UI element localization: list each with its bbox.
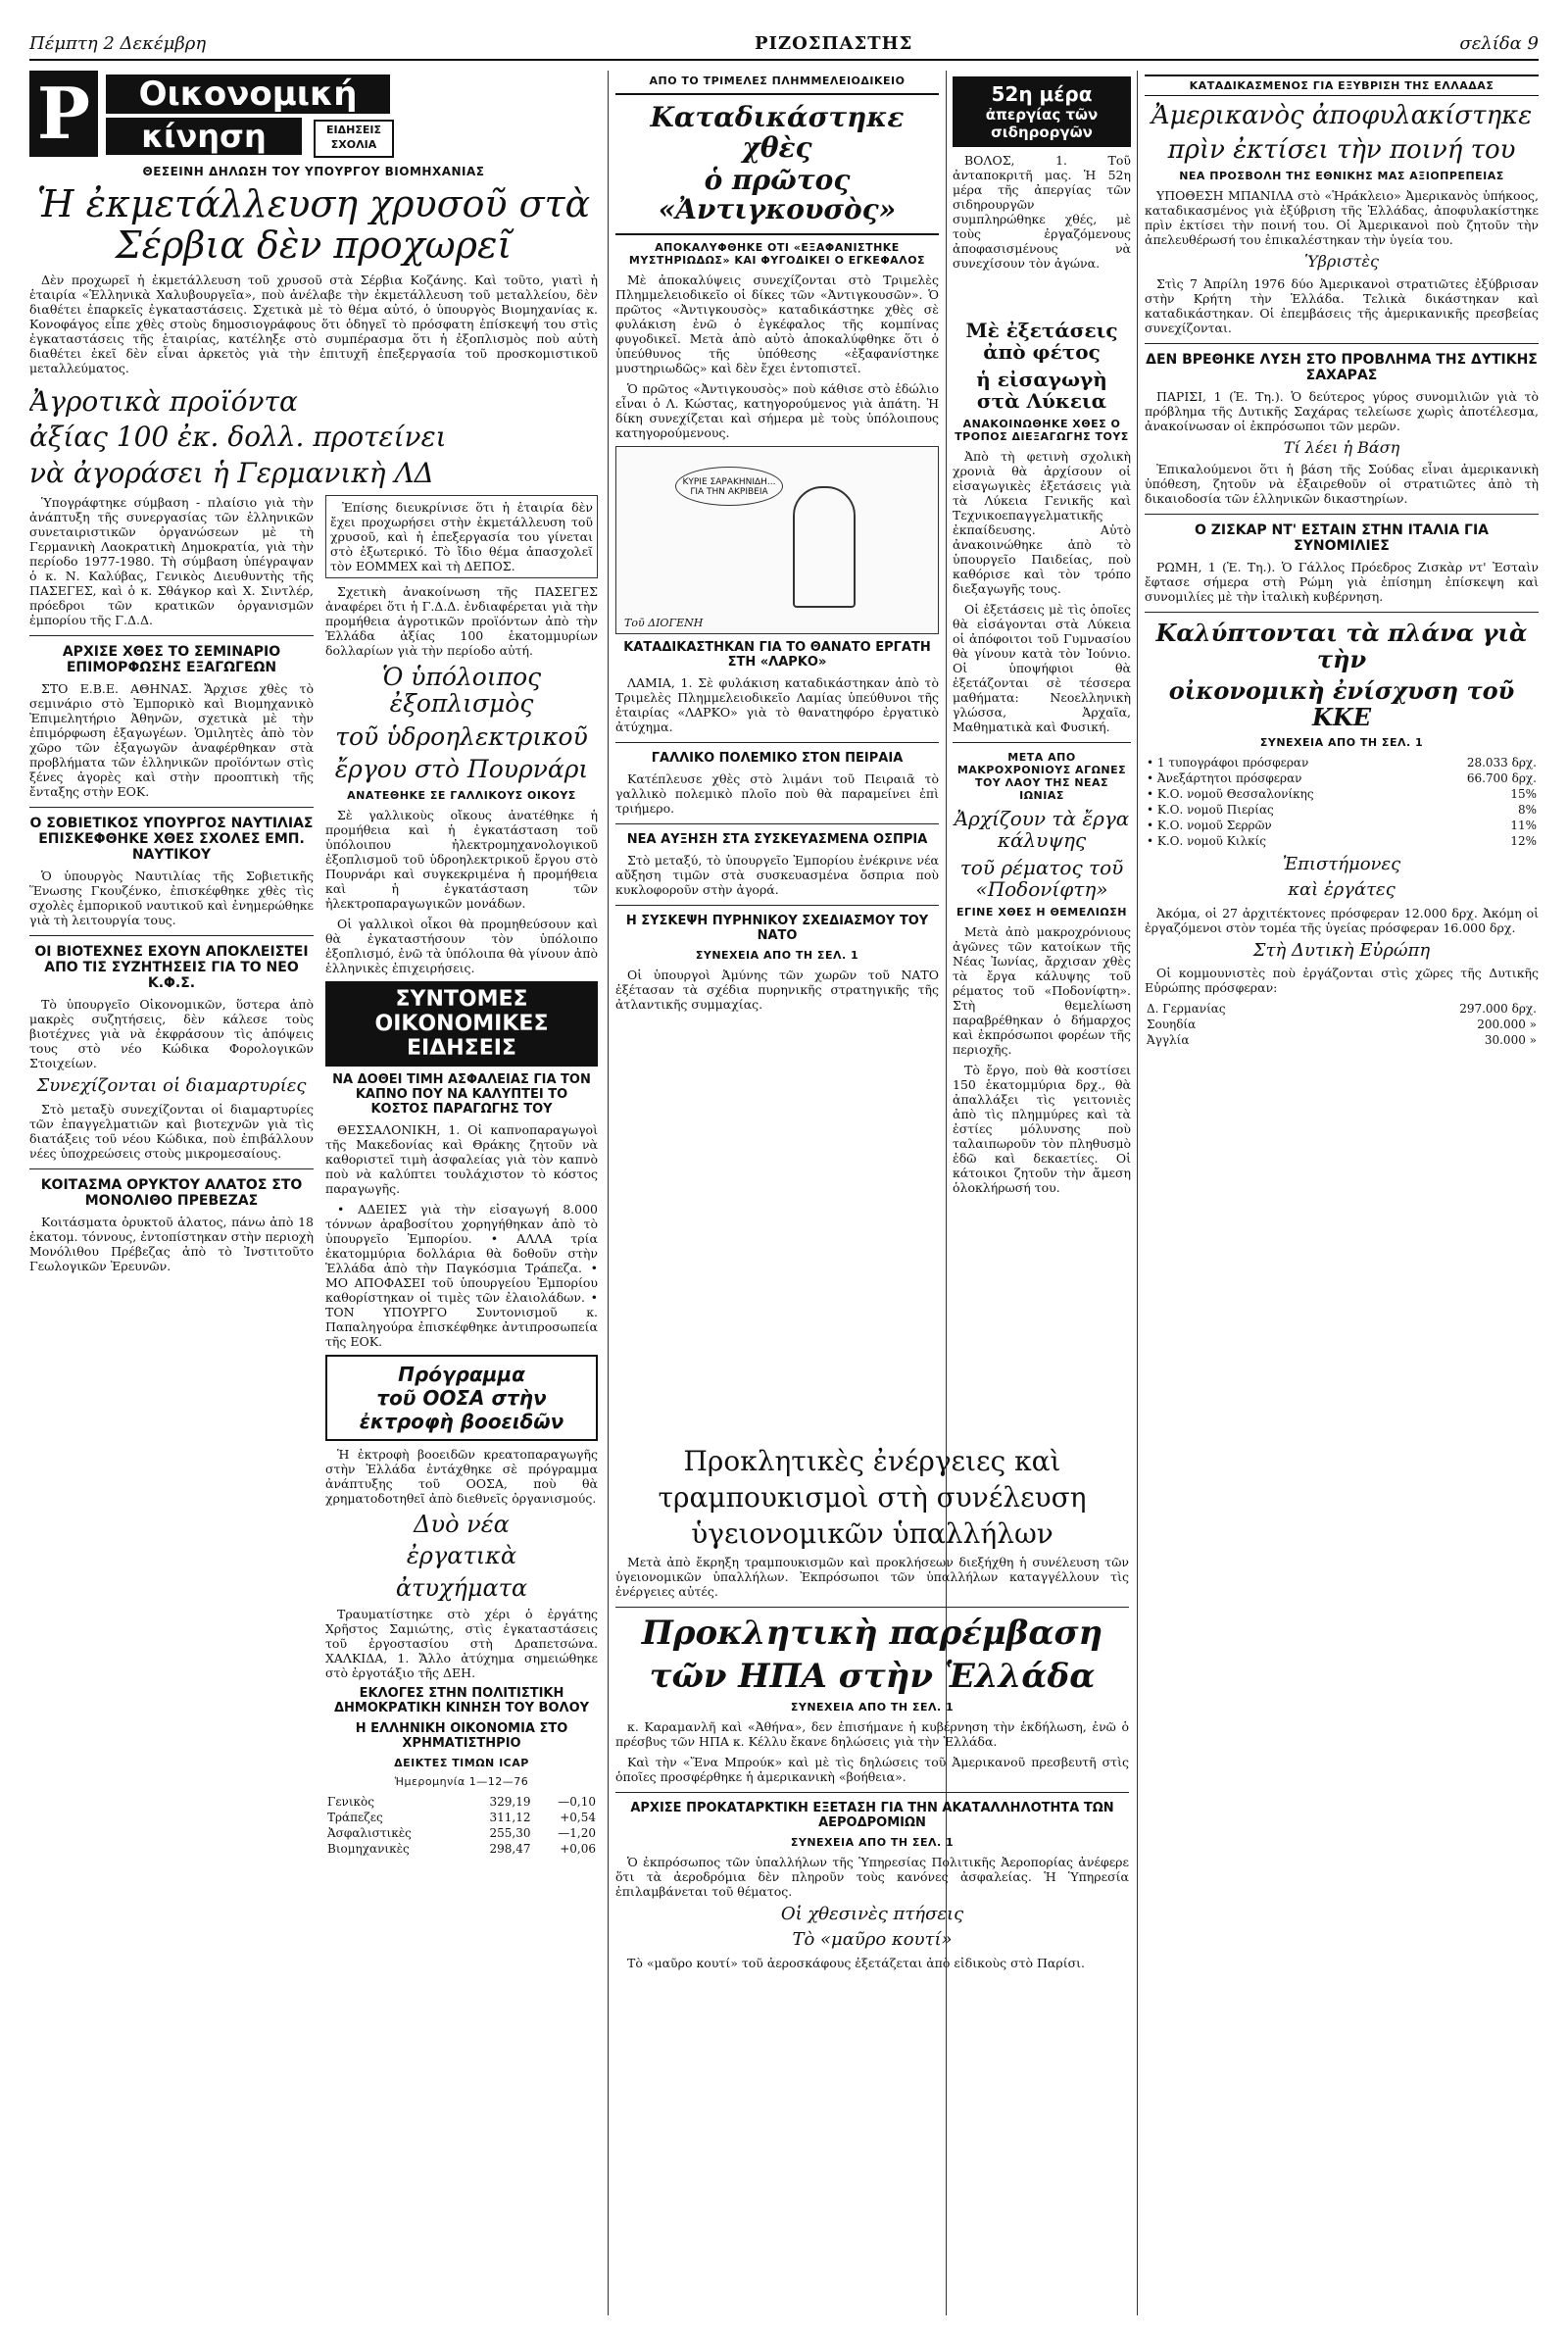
sahara-headline: ΔΕΝ ΒΡΕΘΗΚΕ ΛΥΣΗ ΣΤΟ ΠΡΟΒΛΗΜΑ ΤΗΣ ΔΥΤΙΚΗΣ ΣΑΧΑΡΑΣ — [1146, 351, 1538, 383]
table-cell: Δ. Γερμανίας — [1147, 1002, 1226, 1017]
gold-followup: Ἐπίσης διευκρίνισε ὅτι ἡ ἑταιρία δὲν ἔχει προχωρήσει στὴν ἐκμετάλλευση τοῦ χρυσοῦ, καὶ ἡ ἐπεξεργασία του γίνεται στὸ ἐξωτερικό. Τὸ ἴδιο θέμα ἀπασχολεῖ τὸν ΕΟΜΜΕΧ καὶ τὴ ΔΕΠΟΣ. — [325, 495, 598, 578]
sahara-body: ΠΑΡΙΣΙ, 1 (Ἑ. Τη.). Ὁ δεύτερος γύρος συνομιλιῶν γιὰ τὸ πρόβλημα τῆς Δυτικῆς Σαχάρας τελείωσε χωρὶς ἀποτέλεσμα, ἀνακοίνωσαν οἱ ἐκπρόσωποι τῶν μερῶν. — [1145, 388, 1539, 433]
exams-body: Ἀπὸ τὴ φετινὴ σχολικὴ χρονιὰ θὰ ἀρχίσουν οἱ εἰσαγωγικὲς ἐξετάσεις γιὰ τὰ Λύκεια Γενικῆς καὶ Τεχνικοεπαγγελματικῆς ἐκπαίδευσης. Αὐτὸ ἀνακοινώθηκε ἀπὸ τὸ ὑπουργεῖο Παιδείας, ποὺ καθόρισε καὶ τὸν τρόπο διεξαγωγῆς τους. — [953, 449, 1131, 596]
table-cell: 28.033 δρχ. — [1466, 755, 1537, 770]
bourse-date: Ἡμερομηνία 1—12—76 — [394, 1775, 529, 1789]
nato-headline: Η ΣΥΣΚΕΨΗ ΠΥΡΗΝΙΚΟΥ ΣΧΕΔΙΑΣΜΟΥ ΤΟΥ ΝΑΤΟ — [625, 914, 929, 944]
table-cell: • 1 τυπογράφοι πρόσφεραν — [1147, 755, 1309, 770]
logo-tag — [314, 120, 394, 158]
black-box-body: Τὸ «μαῦρο κουτί» τοῦ ἀεροσκάφους ἐξετάζεται ἀπὸ εἰδικοὺς στὸ Παρίσι. — [627, 1955, 1086, 1970]
strike-headline-box — [953, 76, 1131, 147]
table-cell: • Κ.Ο. νομοῦ Πιερίας — [1147, 802, 1274, 817]
strike-body: ΒΟΛΟΣ, 1. Τοῦ ἀνταποκριτῆ μας. Ἡ 52η μέρα τῆς ἀπεργίας τῶν σιδηρουργῶν συμπληρώθηκε χθές, μὲ τοὺς ἐργαζόμενους ἀποφασισμένους νὰ συνεχίσουν τὸν ἀγώνα. — [953, 153, 1131, 271]
strike-headline-2: ἀπεργίας τῶν — [985, 106, 1099, 124]
oosa-headline — [325, 1355, 598, 1441]
salt-headline: ΚΟΙΤΑΣΜΑ ΟΡΥΚΤΟΥ ΑΛΑΤΟΣ ΣΤΟ ΜΟΝΟΛΙΘΟ ΠΡΕΒΕΖΑΣ — [40, 1176, 303, 1209]
table-row — [325, 1810, 598, 1825]
table-cell: 12% — [1510, 833, 1537, 848]
brief-news-banner — [325, 981, 598, 1067]
agro-headline-3: νὰ ἀγοράσει ἡ Γερμανικὴ ΛΔ — [29, 457, 434, 490]
column-rule — [608, 71, 609, 2315]
provocation-body: Μετὰ ἀπὸ ἔκρηξη τραμπουκισμῶν καὶ προκλήσεων διεξήχθη ἡ συνέλευση τῶν ὑγειονομικῶν ὑπαλλήλων. Ἐκπρόσωποι τῶν ὑπαλλήλων καταγγέλλουν τὶς ἐνέργειες αὐτές. — [615, 1555, 1129, 1600]
irrigation-headline-2: τοῦ ὑδροηλεκτρικοῦ — [335, 721, 588, 751]
french-ship-body: Κατέπλευσε χθὲς στὸ λιμάνι τοῦ Πειραιᾶ τὸ γαλλικὸ πολεμικὸ πλοῖο ποὺ θὰ παραμείνει ἐπὶ τριήμερο. — [615, 771, 939, 817]
continue-headline: Συνεχίζονται οἱ διαμαρτυρίες — [36, 1074, 307, 1096]
cartoon-figure — [793, 486, 856, 608]
irrigation-body: Σὲ γαλλικοὺς οἴκους ἀνατέθηκε ἡ προμήθεια καὶ ἡ ἐγκατάσταση τοῦ ὑπόλοιπου ἠλεκτρομηχανολογικοῦ ἐξοπλισμοῦ τοῦ ὑδροηλεκτρικοῦ ἔργου στὸ Πουρνάρι καὶ συγκεκριμένα ἡ προμήθεια καὶ ἡ ἐγκατάσταση τῶν ἠλεκτροπαραγωγικῶν μονάδων. — [325, 807, 598, 911]
table-cell: 297.000 δρχ. — [1459, 1002, 1537, 1017]
exams-block — [953, 314, 1131, 1201]
pulses-headline: ΝΕΑ ΑΥΞΗΣΗ ΣΤΑ ΣΥΣΚΕΥΑΣΜΕΝΑ ΟΣΠΡΙΑ — [626, 832, 928, 848]
issue-date: Πέμπτη 2 Δεκέμβρη — [29, 33, 207, 54]
accidents-headline-3: ἀτυχήματα — [395, 1573, 528, 1602]
table-cell: 311,12 — [489, 1811, 531, 1825]
table-cell: • Κ.Ο. νομοῦ Κιλκίς — [1147, 833, 1266, 848]
nato-continued: ΣΥΝΕΧΕΙΑ ΑΠΟ ΤΗ ΣΕΛ. 1 — [695, 949, 859, 963]
american-headline-2: πρὶν ἐκτίσει τὴν ποινή του — [1167, 134, 1516, 165]
workers-body: Ἀκόμα, οἱ 27 ἀρχιτέκτονες πρόσφεραν 12.000 δρχ. Ἀκόμη οἱ ἐργαζόμενοι στὸν τομέα τῆς ὑγείας πρόσφεραν 16.000 δρχ. — [1145, 905, 1539, 935]
exams-headline-2: ἡ εἰσαγωγὴ στὰ Λύκεια — [976, 368, 1107, 413]
kke-headline-1: Καλύπτονται τὰ πλάνα γιὰ τὴν — [1155, 619, 1528, 673]
court-body-2: Ὁ πρῶτος «Ἀντιγκουσὸς» ποὺ κάθισε στὸ ἑδώλιο εἶναι ὁ Λ. Κώστας, κατηγορούμενος γιὰ ἀπάτη. Ἡ δίκη συνεχίζεται καὶ σήμερα μὲ τοὺς ὑπόλοιπους κατηγορούμενους. — [615, 381, 939, 441]
irrigation-headline-1: Ὁ ὑπόλοιπος ἐξοπλισμὸς — [381, 662, 542, 719]
bourse-table — [325, 1794, 598, 1857]
flood-headline-2: τοῦ ρέματος τοῦ «Ποδονίφτη» — [959, 856, 1124, 901]
table-cell: 298,47 — [489, 1842, 531, 1857]
oosa-line-3: ἐκτροφὴ βοοειδῶν — [359, 1409, 564, 1433]
court-subhead: ΑΠΟΚΑΛΥΦΘΗΚΕ ΟΤΙ «ΕΞΑΦΑΝΙΣΤΗΚΕ ΜΥΣΤΗΡΙΩΔΩΣ» ΚΑΙ ΦΥΓΟΔΙΚΕΙ Ο ΕΓΚΕΦΑΛΟΣ — [628, 241, 926, 268]
agro-body: Ὑπογράφτηκε σύμβαση - πλαίσιο γιὰ τὴν ἀνάπτυξη τῆς συνεργασίας τῶν ἑλληνικῶν συνεταιριστικῶν ὀργανώσεων μὲ τὴ Γερμανικὴ Λαοκρατικὴ Δημοκρατία, γιὰ τὴν περίοδο 1977-1980. Τὴ σύμβαση ὑπέγραψαν ὁ κ. Ν. Καλύβας, Γενικὸς Διευθυντὴς τῆς ΠΑΣΕΓΕΣ, καὶ ὁ κ. Σθάγκορ καὶ Χ. Σιντλέρ, πρόεδροι τῶν κρατικῶν ὀργανισμῶν ἐμπορίου τῆς Γ.Δ.Δ. — [29, 494, 314, 627]
larko-body: ΛΑΜΙΑ, 1. Σὲ φυλάκιση καταδικάστηκαν ἀπὸ τὸ Τριμελὲς Πλημμελειοδικεῖο Λαμίας ὑπεύθυνοι τῆς ἑταιρίας «ΛΑΡΚΟ» γιὰ τὸ θανατηφόρο ἐργατικὸ ἀτύχημα. — [615, 675, 939, 735]
volos-elections-headline: ΕΚΛΟΓΕΣ ΣΤΗΝ ΠΟΛΙΤΙΣΤΙΚΗ ΔΗΜΟΚΡΑΤΙΚΗ ΚΙΝΗΣΗ ΤΟΥ ΒΟΛΟΥ — [333, 1686, 590, 1716]
spanning-block — [615, 1441, 1129, 1976]
tobacco-headline: ΝΑ ΔΟΘΕΙ ΤΙΜΗ ΑΣΦΑΛΕΙΑΣ ΓΙΑ ΤΟΝ ΚΑΠΝΟ ΠΟΥ ΝΑ ΚΑΛΥΠΤΕΙ ΤΟ ΚΟΣΤΟΣ ΠΑΡΑΓΩΓΗΣ ΤΟΥ — [332, 1071, 591, 1117]
table-cell: • Ἀνεξάρτητοι πρόσφεραν — [1147, 770, 1302, 785]
cartoon-credit: Τοῦ ΔΙΟΓΕΝΗ — [624, 617, 704, 630]
table-cell: 30.000 » — [1484, 1033, 1537, 1048]
flood-kicker: ΜΕΤΑ ΑΠΟ ΜΑΚΡΟΧΡΟΝΙΟΥΣ ΑΓΩΝΕΣ ΤΟΥ ΛΑΟΥ ΤΗΣ ΝΕΑΣ ΙΩΝΙΑΣ — [956, 751, 1127, 802]
usa-body: κ. Καραμανλῆ καὶ «Ἀθήνα», δεν ἐπισήμανε ἡ κυβέρνηση τὴν ἐκδήλωση, ἐνῶ ὁ πρέσβυς τῶν ΗΠΑ κ. Κέλλυ ἔκανε δηλώσεις γιὰ τὴν Ἑλλάδα. — [615, 1719, 1129, 1750]
bourse-headline: Η ΕΛΛΗΝΙΚΗ ΟΙΚΟΝΟΜΙΑ ΣΤΟ ΧΡΗΜΑΤΙΣΤΗΡΙΟ — [355, 1721, 568, 1752]
table-cell: Βιομηχανικὲς — [327, 1842, 410, 1857]
insulters-body: Στὶς 7 Ἀπρίλη 1976 δύο Ἀμερικανοὶ στρατιῶτες ἐξύβρισαν στὴν Κρήτη τὴν Ἑλλάδα. Τελικὰ δικάστηκαν καὶ καταδικάστηκαν. Οἱ ἐπεμβάσεις τῆς ἀμερικανικῆς πρεσβείας συνεχίζονται. — [1145, 275, 1539, 335]
irrigation-kicker: ΑΝΑΤΕΘΗΚΕ ΣΕ ΓΑΛΛΙΚΟΥΣ ΟΙΚΟΥΣ — [347, 788, 576, 802]
table-cell: +0,54 — [560, 1811, 596, 1825]
provocation-headline-2: τραμπουκισμοὶ στὴ συνέλευση — [658, 1480, 1087, 1514]
table-row — [325, 1825, 598, 1841]
table-cell: —0,10 — [558, 1795, 596, 1810]
table-cell: Τράπεζες — [327, 1811, 383, 1825]
seminar-body: ΣΤΟ Ε.Β.Ε. ΑΘΗΝΑΣ. Ἄρχισε χθὲς τὸ σεμινάριο στὸ Ἐμπορικὸ καὶ Βιομηχανικὸ Ἐπιμελητήριο Ἀθηνῶν, σχετικὰ μὲ τὴν ἐπιμόρφωση ἐξαγωγέων. Ὁμιλητὲς ἀπὸ τὸν χῶρο τῶν ἐξαγωγῶν ἀναφέρθηκαν στὰ προβλήματα τῶν ἑλληνικῶν προϊόντων στὶς ξένες ἀγορὲς καὶ στὴν προοπτικὴ τῆς ἔνταξης στὴν ΕΟΚ. — [29, 680, 314, 799]
brief-banner-line-2: ΟΙΚΟΝΟΜΙΚΕΣ — [374, 1011, 549, 1036]
masthead — [29, 31, 1539, 61]
logo-word-movement: κίνηση — [106, 118, 302, 155]
right-subcolumn — [325, 381, 598, 423]
section-logo — [29, 71, 598, 159]
logo-tag-comments: ΣΧΟΛΙΑ — [330, 138, 377, 151]
continue-body: Στὸ μεταξὺ συνεχίζονται οἱ διαμαρτυρίες τῶν ἐπαγγελματιῶν καὶ βιοτεχνῶν γιὰ τὶς διατάξεις τοῦ νέου Κώδικα, ποὺ ἐπιβάλλουν νέες ὑποχρεώσεις στοὺς μικρομεσαίους. — [29, 1101, 314, 1161]
base-body: Ἐπικαλούμενοι ὅτι ἡ βάση τῆς Σούδας εἶναι ἀμερικανικὴ ὑπόθεση, ζητοῦν νὰ ἐξαιρεθοῦν οἱ στρατιῶτες ἀπὸ τὴ δικαιοδοσία τῶν ἑλληνικῶν δικαστηρίων. — [1145, 462, 1539, 507]
industry-body: Τὸ ὑπουργεῖο Οἰκονομικῶν, ὕστερα ἀπὸ μακρὲς συζητήσεις, δὲν κάλεσε τοὺς βιοτέχνες γιὰ νὰ ἐκφράσουν τὶς ἀπόψεις τους στὸ νέο Κώδικα Φορολογικῶν Στοιχείων. — [29, 996, 314, 1070]
provocation-headline-3: ὑγειονομικῶν ὑπαλλήλων — [691, 1516, 1054, 1550]
table-cell: 255,30 — [489, 1826, 531, 1841]
oosa-body: Ἡ ἐκτροφὴ βοοειδῶν κρεατοπαραγωγῆς στὴν Ἑλλάδα ἐντάχθηκε σὲ πρόγραμμα ἀνάπτυξης τοῦ ΟΟΣΑ, ποὺ θὰ χρηματοδοτηθεῖ ἀπὸ διεθνεῖς ὀργανισμούς. — [325, 1446, 598, 1506]
seminar-headline: ΑΡΧΙΣΕ ΧΘΕΣ ΤΟ ΣΕΜΙΝΑΡΙΟ ΕΠΙΜΟΡΦΩΣΗΣ ΕΞΑΓΩΓΕΩΝ — [62, 643, 281, 675]
cartoon-speech-bubble: ΚΥΡΙΕ ΣΑΡΑΚΗΝΙΔΗ... ΓΙΑ ΤΗΝ ΑΚΡΙΒΕΙΑ — [675, 467, 783, 506]
agro-right — [325, 495, 598, 1857]
table-row — [325, 1794, 598, 1810]
brief-banner-line-1: ΣΥΝΤΟΜΕΣ — [395, 986, 528, 1012]
industry-headline: ΟΙ ΒΙΟΤΕΧΝΕΣ ΕΧΟΥΝ ΑΠΟΚΛΕΙΣΤΕΙ ΑΠΟ ΤΙΣ ΣΥΖΗΤΗΣΕΙΣ ΓΙΑ ΤΟ ΝΕΟ Κ.Φ.Σ. — [34, 943, 309, 991]
agro-headline-2: ἀξίας 100 ἐκ. δολλ. προτείνει — [29, 421, 447, 454]
table-cell: 329,19 — [489, 1795, 531, 1810]
agro-headline-1: Ἀγροτικὰ προϊόντα — [29, 384, 298, 418]
table-row — [325, 1841, 598, 1857]
nato-body: Οἱ ὑπουργοὶ Ἀμύνης τῶν χωρῶν τοῦ ΝΑΤΟ ἐξέτασαν τὰ σχέδια πυρηνικῆς στρατηγικῆς τῆς ἀτλαντικῆς συμμαχίας. — [615, 968, 939, 1013]
exams-body-2: Οἱ ἐξετάσεις μὲ τὶς ὁποῖες θὰ εἰσάγονται στὰ Λύκεια οἱ ἀπόφοιτοι τοῦ Γυμνασίου θὰ γίνουν κατὰ τὸν Ἰούνιο. Οἱ ὑποψήφιοι θὰ ἐξετάζονται σὲ τέσσερα μαθήματα: Νεοελληνικὴ γλώσσα, Ἀρχαῖα, Μαθηματικὰ καὶ Φυσική. — [953, 602, 1131, 734]
paper-name: ΡΙΖΟΣΠΑΣΤΗΣ — [755, 33, 913, 54]
table-row — [1145, 818, 1539, 833]
table-cell: Γενικὸς — [327, 1795, 374, 1810]
flood-headline-1: Ἀρχίζουν τὰ ἔργα κάλυψης — [954, 807, 1130, 852]
larko-headline: ΚΑΤΑΔΙΚΑΣΤΗΚΑΝ ΓΙΑ ΤΟ ΘΑΝΑΤΟ ΕΡΓΑΤΗ ΣΤΗ «ΛΑΡΚΟ» — [623, 640, 931, 671]
table-cell: 15% — [1510, 786, 1537, 801]
table-cell: —1,20 — [558, 1826, 596, 1841]
flood-body: Μετὰ ἀπὸ μακροχρόνιους ἀγῶνες τῶν κατοίκων τῆς Νέας Ἰωνίας, ἄρχισαν χθὲς τὰ ἔργα κάλυψης τοῦ ρέματος τοῦ «Ποδονίφτη». Στὴ θεμελίωση παραβρέθηκαν ὁ δήμαρχος καὶ ἐκπρόσωποι φορέων τῆς περιοχῆς. — [953, 924, 1131, 1057]
exams-kicker: ΑΝΑΚΟΙΝΩΘΗΚΕ ΧΘΕΣ Ο ΤΡΟΠΟΣ ΔΙΕΞΑΓΩΓΗΣ ΤΟΥΣ — [955, 418, 1129, 443]
column-rule — [1137, 71, 1138, 2315]
exams-headline-1: Μὲ ἐξετάσεις ἀπὸ φέτος — [965, 319, 1118, 364]
base-subhead: Τί λέει ἡ Βάση — [1283, 437, 1400, 457]
cartoon — [615, 446, 939, 634]
article-body: Δὲν προχωρεῖ ἡ ἐκμετάλλευση τοῦ χρυσοῦ στὰ Σέρβια Κοζάνης. Καὶ τοῦτο, γιατὶ ἡ ἑταιρία «Ἑλληνικὰ Χαλυβουργεῖα», ποὺ ἀνέλαβε τὴν ἐκμετάλλευση τοῦ μεταλλείου, δὲν διαθέτει ἐπαρκεῖς ἐγκαταστάσεις. Σχετικὰ μὲ τὸ θέμα αὐτό, ὁ ὑπουργὸς Βιομηχανίας κ. Κονοφάγος εἶπε χθὲς στοὺς δημοσιογράφους ὅτι ὁδηγεῖ τὸ πρόσφατη ἐπίσκεψή του στὶς ἐγκαταστάσεις τῆς ἑταιρίας, κατέληξε στὸ συμπέρασμα ὅτι ἡ ἐξοπλισμὸς ποὺ αὐτὴ διαθέτει ἐκεῖ δὲν εἶναι ἀρκετὸς γιὰ τὴν ἐπιτυχῆ ἐπεξεργασία τοῦ προσκομιστικοῦ μεταλλεύματος. — [29, 272, 598, 375]
american-headline-1: Ἀμερικανὸς ἀποφυλακίστηκε — [1151, 101, 1533, 130]
oosa-line-1: Πρόγραμμα — [398, 1362, 525, 1386]
workers-headline-1: Ἐπιστήμονες — [1282, 853, 1401, 874]
irrigation-headline-3: ἔργου στὸ Πουρνάρι — [334, 755, 589, 784]
column-rule — [946, 71, 947, 2315]
table-row — [1145, 786, 1539, 802]
table-row — [1145, 1032, 1539, 1048]
table-cell: 11% — [1510, 818, 1537, 832]
accidents-headline-2: ἐργατικὰ — [406, 1542, 517, 1570]
strike-headline-3: σιδηροργῶν — [991, 124, 1093, 141]
center-column — [615, 71, 939, 2315]
logo-tag-news: ΕΙΔΗΣΕΙΣ — [326, 124, 381, 136]
provocation-headline-1: Προκλητικὲς ἐνέργειες καὶ — [683, 1445, 1061, 1477]
usa-body-2: Καὶ τὴν «Ἔνα Μπρούκ» καὶ μὲ τὶς δηλώσεις τοῦ Ἀμερικανοῦ πρεσβευτῆ στὶς ὁποῖες προσφέρθηκε ἡ ἀμερικανικὴ «βοήθεια». — [615, 1755, 1129, 1785]
court-headline-2: ὁ πρῶτος «Ἀντιγκουσὸς» — [658, 163, 897, 226]
table-cell: +0,06 — [560, 1842, 596, 1857]
kke-contributions — [1145, 755, 1539, 849]
kke-continued: ΣΥΝΕΧΕΙΑ ΑΠΟ ΤΗ ΣΕΛ. 1 — [1259, 735, 1424, 749]
accidents-headline-1: Δυὸ νέα — [414, 1510, 510, 1538]
black-box-headline: Τὸ «μαῦρο κουτί» — [792, 1928, 953, 1950]
accidents-body: Τραυματίστηκε στὸ χέρι ὁ ἐργάτης Χρῆστος Σαμιώτης, στὶς ἐγκαταστάσεις τοῦ ἐργοστασίου στὴ Δραπετσώνα. ΧΑΛΚΙΔΑ, 1. Ἄλλο ἀτύχημα σημειώθηκε στὸ ἐργοτάξιο τῆς ΔΕΗ. — [325, 1607, 598, 1681]
table-cell: Ἀγγλία — [1147, 1033, 1190, 1048]
table-cell: • Κ.Ο. νομοῦ Θεσσαλονίκης — [1147, 786, 1314, 801]
logo-letter: Ρ — [29, 71, 98, 157]
table-cell: • Κ.Ο. νομοῦ Σερρῶν — [1147, 818, 1272, 832]
left-subcolumn — [29, 381, 314, 423]
workers-headline-2: καὶ ἐργάτες — [1288, 878, 1396, 900]
usa-headline-1: Προκλητικὴ παρέμβαση — [641, 1614, 1103, 1654]
table-row — [1145, 833, 1539, 849]
bourse-subhead: ΔΕΙΚΤΕΣ ΤΙΜΩΝ ΙCAP — [394, 1757, 529, 1770]
naval-body: Ὁ ὑπουργὸς Ναυτιλίας τῆς Σοβιετικῆς Ἕνωσης Γκουζένκο, ἐπισκέφθηκε χθὲς τὶς σχολὲς ἐμπορικοῦ ναυτικοῦ καὶ ἐνημερώθηκε γιὰ τὴ λειτουργία τους. — [29, 868, 314, 927]
table-cell: 8% — [1517, 802, 1537, 817]
table-cell: Ἀσφαλιστικὲς — [327, 1826, 412, 1841]
brief-news-body: • ΑΔΕΙΕΣ γιὰ τὴν εἰσαγωγή 8.000 τόννων ἀραβοσίτου χορηγήθηκαν ἀπὸ τὸ ὑπουργεῖο Ἐμπορίου. • ΑΛΛΑ τρία ἑκατομμύρια δολλάρια θὰ δοθοῦν στὴν Ἑλλάδα ἀπὸ τὴν Παγκόσμια Τράπεζα. • ΜΟ ΑΠΟΦΑΣΕΙ τοῦ ὑπουργείου Ἐμπορίου καθορίστηκαν οἱ τιμὲς τῶν ἐλαιολάδων. • ΤΟΝ ΥΠΟΥΡΓΟ Συντονισμοῦ κ. Παπαληγούρα ἐπισκέφθηκε ἀντιπροσωπεία τῆς ΕΟΚ. — [325, 1201, 598, 1349]
flood-subhead: ΕΓΙΝΕ ΧΘΕΣ Η ΘΕΜΕΛΙΩΣΗ — [956, 906, 1127, 919]
strike-headline-1: 52η μέρα — [991, 82, 1093, 106]
table-cell: 200.000 » — [1477, 1018, 1537, 1032]
irrigation-body-2: Οἱ γαλλικοὶ οἶκοι θὰ προμηθεύσουν καὶ θὰ ἐγκαταστήσουν τὸν ὑπόλοιπο ἐξοπλισμό, ἐνῶ τὰ ὑπόλοιπα θὰ γίνουν ἀπὸ ἑλληνικὲς ἐπιχειρήσεις. — [325, 916, 598, 975]
tobacco-body: ΘΕΣΣΑΛΟΝΙΚΗ, 1. Οἱ καπνοπαραγωγοὶ τῆς Μακεδονίας καὶ Θράκης ζητοῦν νὰ καθοριστεῖ τιμὴ ἀσφαλείας γιὰ τὸν καπνὸ ποὺ νὰ καλύπτει τουλάχιστον τὸ κόστος παραγωγῆς. — [325, 1121, 598, 1196]
giscard-body: ΡΩΜΗ, 1 (Ἑ. Τη.). Ὁ Γάλλος Πρόεδρος Ζισκὰρ ντ' Ἐσταὶν ἔφτασε σήμερα στὴ Ρώμη γιὰ ἐπίσημη ἐπίσκεψη καὶ συνομιλίες μὲ τὴν ἰταλικὴ κυβέρνηση. — [1145, 560, 1539, 605]
europe-headline: Στὴ Δυτικὴ Εὐρώπη — [1252, 939, 1431, 961]
french-ship-headline: ΓΑΛΛΙΚΟ ΠΟΛΕΜΙΚΟ ΣΤΟΝ ΠΕΙΡΑΙΑ — [651, 751, 904, 767]
table-cell: 66.700 δρχ. — [1466, 770, 1537, 785]
airport-continued: ΣΥΝΕΧΕΙΑ ΑΠΟ ΤΗ ΣΕΛ. 1 — [790, 1836, 955, 1850]
american-kicker: ΚΑΤΑΔΙΚΑΣΜΕΝΟΣ ΓΙΑ ΕΞΥΒΡΙΣΗ ΤΗΣ ΕΛΛΑΔΑΣ — [1145, 75, 1539, 96]
table-row — [1145, 755, 1539, 770]
economy-section — [29, 71, 598, 2315]
flood-body-2: Τὸ ἔργο, ποὺ θὰ κοστίσει 150 ἑκατομμύρια δρχ., θὰ ἀπαλλάξει τὶς γειτονιὲς ἀπὸ τὶς πλημμύρες καὶ τὰ ἐστίες μόλυνσης ποὺ ταλαιπωροῦν τὸν πληθυσμὸ ἐδῶ καὶ δεκαετίες. Οἱ κάτοικοι ζητοῦν τὴν ἄμεση ὁλοκλήρωσή του. — [953, 1063, 1131, 1195]
usa-headline-2: τῶν ΗΠΑ στὴν Ἑλλάδα — [649, 1656, 1096, 1696]
court-kicker: ΑΠΟ ΤΟ ΤΡΙΜΕΛΕΣ ΠΛΗΜΜΕΛΕΙΟΔΙΚΕΙΟ — [649, 75, 906, 87]
right-column — [1145, 71, 1539, 2315]
insulters-subhead: Ὑβριστὲς — [1304, 252, 1379, 272]
court-body: Μὲ ἀποκαλύψεις συνεχίζονται στὸ Τριμελὲς Πλημμελειοδικεῖο οἱ δίκες τῶν «Ἀντιγκουσῶν». Ὁ πρῶτος «Ἀντιγκουσὸς» καταδικάστηκε χθὲς σὲ φυλάκιση ἐνῶ ὁ ἐγκέφαλος τῆς κομπίνας φυγοδικεῖ. Μετὰ ἀπὸ αὐτὸ ἀποκαλύφθηκε ὅτι ὁ ὑπεύθυνος τῆς ὑπόθεσης «ἐξαφανίστηκε μυστηριωδῶς» καὶ δὲν ἔχει ἐντοπιστεῖ. — [615, 273, 939, 376]
naval-headline: Ο ΣΟΒΙΕΤΙΚΟΣ ΥΠΟΥΡΓΟΣ ΝΑΥΤΙΛΙΑΣ ΕΠΙΣΚΕΦΘΗΚΕ ΧΘΕΣ ΣΧΟΛΕΣ ΕΜΠ. ΝΑΥΤΙΚΟΥ — [29, 815, 314, 863]
agro-followup: Σχετικὴ ἀνακοίνωση τῆς ΠΑΣΕΓΕΣ ἀναφέρει ὅτι ἡ Γ.Δ.Δ. ἐνδιαφέρεται γιὰ τὴν προμήθεια ἀγροτικῶν προϊόντων ἀπὸ τὴν Ἑλλάδα ἀξίας 100 ἑκατομμυρίων δολλαρίων γιὰ τὴν περίοδο αὐτή. — [325, 583, 598, 658]
table-row — [1145, 1017, 1539, 1032]
salt-body: Κοιτάσματα ὀρυκτοῦ ἁλατος, πάνω ἀπὸ 18 ἑκατομ. τόννους, ἐντοπίστηκαν στὴν περιοχὴ Μονόλιθου Πρέβεζας ἀπὸ τὸ Ἰνστιτοῦτο Γεωλογικῶν Ἐρευνῶν. — [29, 1214, 314, 1273]
agro-left — [29, 495, 314, 1857]
kke-headline-2: οἰκονομικὴ ἐνίσχυση τοῦ ΚΚΕ — [1168, 676, 1515, 731]
table-cell: Σουηδία — [1147, 1018, 1197, 1032]
brief-banner-line-3: ΕΙΔΗΣΕΙΣ — [407, 1035, 516, 1061]
usa-continued: ΣΥΝΕΧΕΙΑ ΑΠΟ ΤΗ ΣΕΛ. 1 — [790, 1701, 955, 1714]
table-row — [1145, 770, 1539, 786]
court-headline-box — [615, 93, 939, 235]
article-kicker: ΘΕΣΕΙΝΗ ΔΗΛΩΣΗ ΤΟΥ ΥΠΟΥΡΓΟΥ ΒΙΟΜΗΧΑΝΙΑΣ — [142, 165, 485, 178]
flights-headline: Οἱ χθεσινὲς πτήσεις — [780, 1904, 964, 1925]
airport-body: Ὁ ἐκπρόσωπος τῶν ὑπαλλήλων τῆς Ὑπηρεσίας Πολιτικῆς Ἀεροπορίας ἀνέφερε ὅτι τὰ ἀεροδρόμια δὲν πληροῦν τοὺς κανόνες ἀσφαλείας. Ἡ Ὑπηρεσία ἐπιλαμβάνεται τοῦ θέματος. — [615, 1855, 1129, 1900]
table-row — [1145, 1001, 1539, 1017]
american-subhead: ΝΕΑ ΠΡΟΣΒΟΛΗ ΤΗΣ ΕΘΝΙΚΗΣ ΜΑΣ ΑΞΙΟΠΡΕΠΕΙΑΣ — [1179, 170, 1504, 183]
article-headline: Ἡ ἐκμετάλλευση χρυσοῦ στὰ Σέρβια δὲν προχωρεῖ — [36, 182, 591, 267]
page-number: σελίδα 9 — [1459, 33, 1539, 54]
pulses-body: Στὸ μεταξύ, τὸ ὑπουργεῖο Ἐμπορίου ἐνέκρινε νέα αὔξηση τιμῶν στὰ συσκευασμένα ὄσπρια ποὺ κυκλοφοροῦν στὴν ἀγορά. — [615, 853, 939, 898]
airport-headline: ΑΡΧΙΣΕ ΠΡΟΚΑΤΑΡΚΤΙΚΗ ΕΞΕΤΑΣΗ ΓΙΑ ΤΗΝ ΑΚΑΤΑΛΛΗΛΟΤΗΤΑ ΤΩΝ ΑΕΡΟΔΡΟΜΙΩΝ — [630, 1801, 1114, 1831]
court-headline-1: Καταδικάστηκε χθὲς — [650, 101, 905, 164]
logo-word-economic: Οικονομική — [106, 75, 390, 114]
table-row — [1145, 802, 1539, 818]
american-body: ΥΠΟΘΕΣΗ ΜΠΑΝΙΛΑ στὸ «Ἡράκλειο» Ἀμερικανὸς ὑπήκοος, καταδικασμένος γιὰ ἐξύβριση τῆς Ἑλλάδας, ἀποφυλακίστηκε πρὶν ἐκτίσει τὴν ποινή του. Οἱ Ἀμερικανοὶ ποὺ ζητοῦν τὴν ἀπελευθέρωσή του ἐπικαλέστηκαν τὴν ὑγεία του. — [1145, 188, 1539, 248]
oosa-line-2: τοῦ ΟΟΣΑ στὴν — [376, 1385, 547, 1410]
giscard-headline: Ο ΖΙΣΚΑΡ ΝΤ' ΕΣΤΑΙΝ ΣΤΗΝ ΙΤΑΛΙΑ ΓΙΑ ΣΥΝΟΜΙΛΙΕΣ — [1195, 522, 1489, 555]
europe-contributions — [1145, 1001, 1539, 1048]
europe-body: Οἱ κομμουνιστὲς ποὺ ἐργάζονται στὶς χῶρες τῆς Δυτικῆς Εὐρώπης πρόσφεραν: — [1145, 966, 1539, 996]
